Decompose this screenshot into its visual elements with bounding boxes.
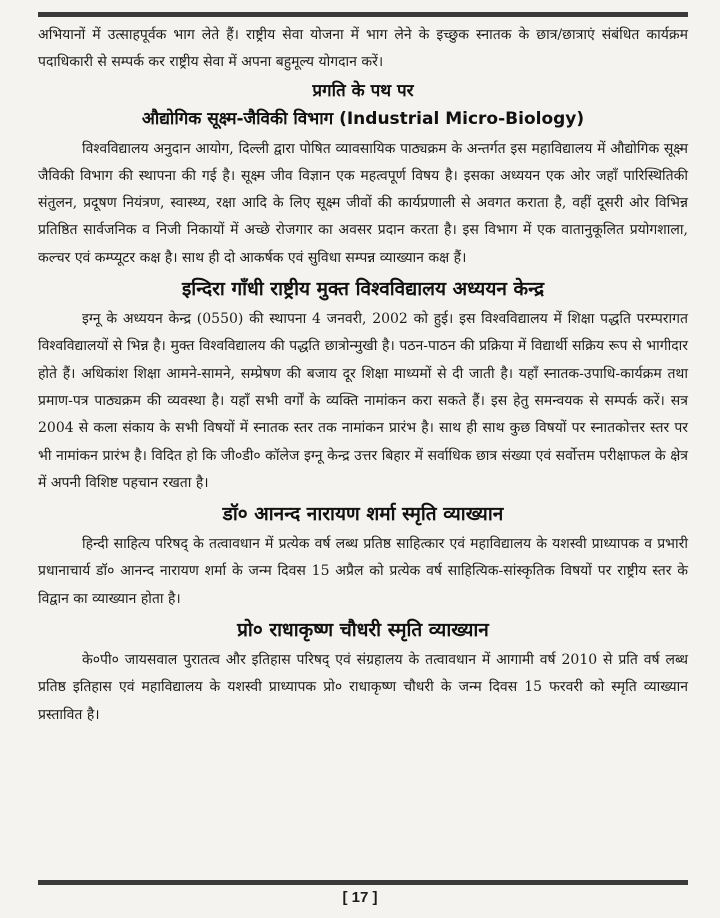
chaudhary-lecture-paragraph: के०पी० जायसवाल पुरातत्व और इतिहास परिषद् एवं संग्रहालय के तत्वावधान में आगामी वर्ष 2010 से प्रति वर्ष लब्ध प्रतिष्ठ इतिहास एवं महाविद्यालय के यशस्वी प्राध्यापक प्रो० राधाकृष्ण चौधरी के जन्म दिवस 15 फरवरी को स्मृति व्याख्यान प्रस्तावित है। bbox=[38, 652, 688, 723]
ignou-heading: इन्दिरा गाँधी राष्ट्रीय मुक्त विश्वविद्यालय अध्ययन केन्द्र bbox=[181, 278, 545, 301]
page-content bbox=[38, 22, 688, 729]
microbiology-heading: औद्योगिक सूक्ष्म-जैविकी विभाग (Industrial Micro-Biology) bbox=[141, 108, 585, 129]
ignou-paragraph: इग्नू के अध्ययन केन्द्र (0550) की स्थापना 4 जनवरी, 2002 को हुई। इस विश्वविद्यालय में शिक्षा पद्धति परम्परागत विश्वविद्यालयों से भिन्न है। मुक्त विश्वविद्यालय की पद्धति छात्रोन्मुखी है। पठन-पाठन की प्रक्रिया में विद्यार्थी सक्रिय रूप से भागीदार होते हैं। अधिकांश शिक्षा आमने-सामने, सम्प्रेषण की बजाय दूर शिक्षा माध्यमों से दी जाती है। यहाँ स्नातक-उपाधि-कार्यक्रम तथा प्रमाण-पत्र पाठ्यक्रम की व्यवस्था है। यहाँ सभी वर्गों के व्यक्ति नामांकन करा सकते हैं। इस हेतु समन्वयक से सम्पर्क करें। सत्र 2004 से कला संकाय के सभी विषयों में स्नातक स्तर तक नामांकन प्रारंभ है। साथ ही साथ कुछ विषयों पर स्नातकोत्तर स्तर पर भी नामांकन प्रारंभ है। विदित हो कि जी०डी० कॉलेज इग्नू केन्द्र उत्तर बिहार में सर्वाधिक छात्र संख्या एवं सर्वोत्तम परीक्षाफल के क्षेत्र में अपनी विशिष्ट पहचान रखता है। bbox=[38, 311, 688, 491]
top-rule bbox=[38, 12, 688, 17]
progress-heading: प्रगति के पथ पर bbox=[312, 80, 414, 101]
page-number: [ 17 ] bbox=[342, 889, 378, 906]
microbiology-paragraph: विश्वविद्यालय अनुदान आयोग, दिल्ली द्वारा पोषित व्यावसायिक पाठ्यक्रम के अन्तर्गत इस महाविद्यालय में औद्योगिक सूक्ष्म जैविकी विभाग की स्थापना की गई है। सूक्ष्म जीव विज्ञान एक महत्वपूर्ण विषय है। इसका अध्ययन एक ओर जहाँ पारिस्थितिकी संतुलन, प्रदूषण नियंत्रण, स्वास्थ्य, रक्षा आदि के लिए सूक्ष्म जीवों की कार्यप्रणाली से अवगत कराता है, वहीं दूसरी ओर विभिन्न प्रतिष्ठित सार्वजनिक व निजी निकायों में अच्छे रोजगार का अवसर प्रदान करता है। इस विभाग में एक वातानुकूलित प्रयोगशाला, कल्चर एवं कम्प्यूटर कक्ष है। साथ ही दो आकर्षक एवं सुविधा सम्पन्न व्याख्यान कक्ष हैं। bbox=[38, 140, 688, 266]
sharma-lecture-paragraph: हिन्दी साहित्य परिषद् के तत्वावधान में प्रत्येक वर्ष लब्ध प्रतिष्ठ साहित्कार एवं महाविद्यालय के यशस्वी प्राध्यापक व प्रभारी प्रधानाचार्य डॉ० आनन्द नारायण शर्मा के जन्म दिवस 15 अप्रैल को प्रत्येक वर्ष साहित्यिक-सांस्कृतिक विषयों पर राष्ट्रीय स्तर के विद्वान का व्याख्यान होता है। bbox=[38, 536, 688, 607]
chaudhary-lecture-heading: प्रो० राधाकृष्ण चौधरी स्मृति व्याख्यान bbox=[237, 619, 489, 642]
sharma-lecture-heading: डॉ० आनन्द नारायण शर्मा स्मृति व्याख्यान bbox=[222, 503, 504, 526]
intro-paragraph: अभियानों में उत्साहपूर्वक भाग लेते हैं। राष्ट्रीय सेवा योजना में भाग लेने के इच्छुक स्नातक के छात्र/छात्राएं संबंधित कार्यक्रम पदाधिकारी से सम्पर्क कर राष्ट्रीय सेवा में अपना बहुमूल्य योगदान करें। bbox=[38, 27, 688, 71]
bottom-rule bbox=[38, 880, 688, 885]
